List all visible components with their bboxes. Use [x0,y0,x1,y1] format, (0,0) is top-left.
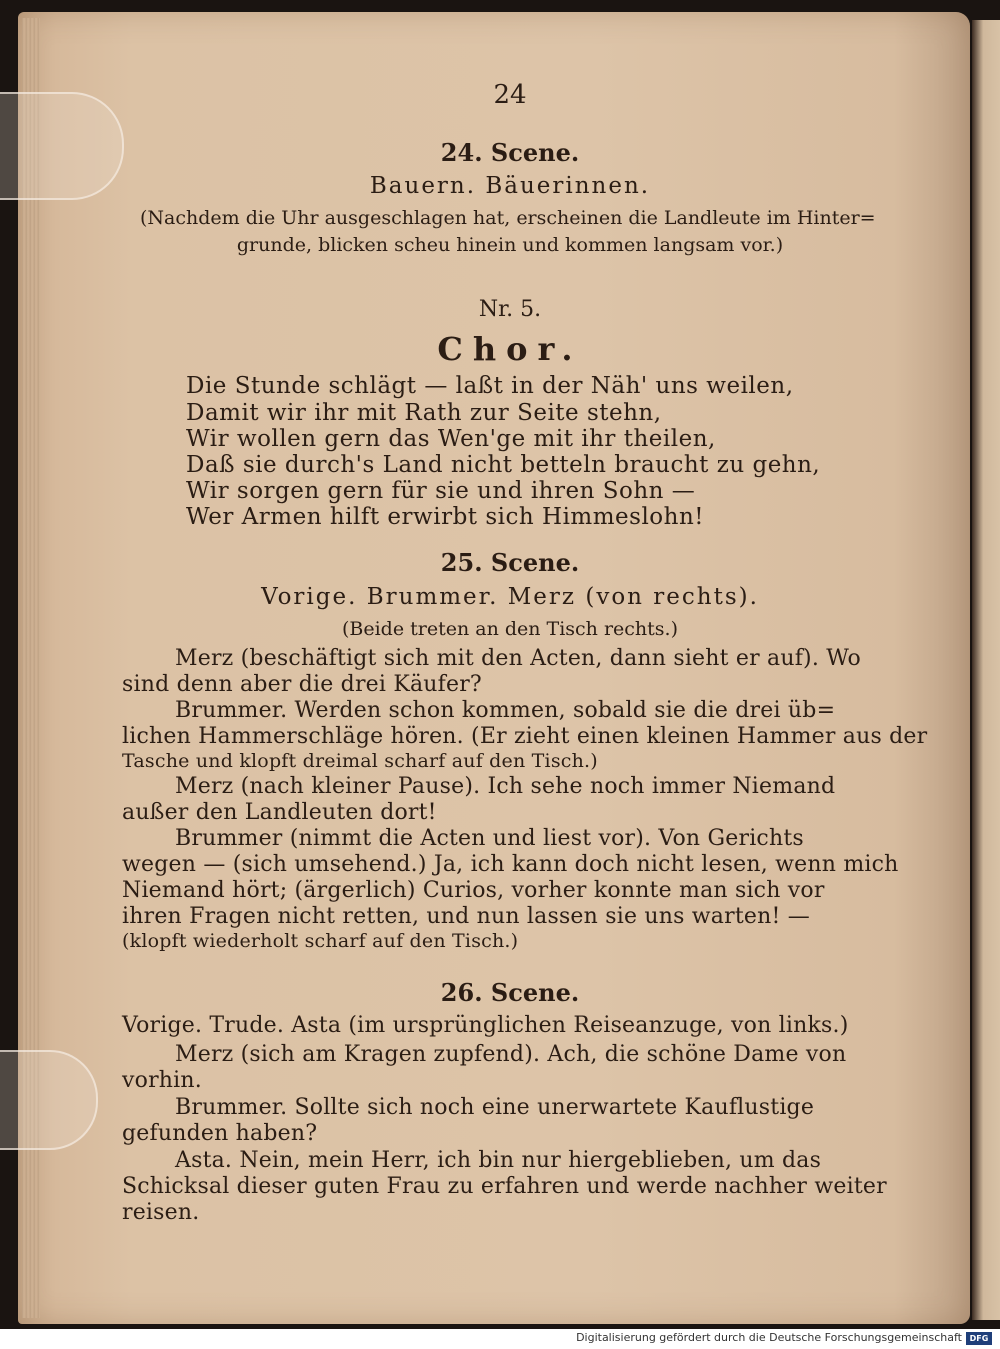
dialogue-line: Merz (nach kleiner Pause). Ich sehe noch immer Niemand [175,774,836,799]
dialogue-line: lichen Hammerschläge hören. (Er zieht einen kleinen Hammer aus der [122,724,928,749]
dfg-logo: DFG [966,1332,992,1345]
dialogue-line: Niemand hört; (ärgerlich) Curios, vorher konnte man sich vor [122,878,825,903]
number-label: Nr. 5. [478,297,542,322]
scene-25-cast: Vorige. Brummer. Merz (von rechts). [261,584,759,610]
chor-line: Wir sorgen gern für sie und ihren Sohn — [186,478,696,504]
footer-bar [0,1329,1000,1349]
dialogue-line: reisen. [122,1200,200,1225]
dialogue-line: Asta. Nein, mein Herr, ich bin nur hiergeblieben, um das [175,1148,822,1173]
next-page-edge [972,20,1000,1320]
dialogue-line: sind denn aber die drei Käufer? [122,672,482,697]
scene-26-cast: Vorige. Trude. Asta (im ursprünglichen Reiseanzuge, von links.) [122,1013,849,1038]
chor-line: Damit wir ihr mit Rath zur Seite stehn, [186,400,662,426]
scene-24-direction-2: grunde, blicken scheu hinein und kommen langsam vor.) [236,234,784,256]
chor-line: Wir wollen gern das Wen'ge mit ihr theilen, [186,426,716,452]
page-number: 24 [493,80,527,110]
dialogue-line: ihren Fragen nicht retten, und nun lassen sie uns warten! — [122,904,810,929]
clip-top [0,92,124,200]
scene-25-direction: (Beide treten an den Tisch rechts.) [341,618,678,640]
chor-line: Daß sie durch's Land nicht betteln braucht zu gehn, [186,452,821,478]
dialogue-line: Merz (beschäftigt sich mit den Acten, dann sieht er auf). Wo [175,646,861,671]
chor-line: Wer Armen hilft erwirbt sich Himmeslohn! [186,504,705,530]
dialogue-line: Brummer. Sollte sich noch eine unerwartete Kauflustige [175,1095,815,1120]
dialogue-line: wegen — (sich umsehend.) Ja, ich kann doch nicht lesen, wenn mich [122,852,899,877]
dialogue-line: Schicksal dieser guten Frau zu erfahren und werde nachher weiter [122,1174,887,1199]
footer-credit: Digitalisierung gefördert durch die Deutsche Forschungsgemeinschaft [576,1331,962,1344]
scene-24-cast: Bauern. Bäuerinnen. [369,173,651,199]
dialogue-line: vorhin. [122,1068,202,1093]
chor-title: Chor. [437,330,583,368]
scene-24-direction-1: (Nachdem die Uhr ausgeschlagen hat, erscheinen die Landleute im Hinter= [140,207,876,229]
dialogue-line: außer den Landleuten dort! [122,800,437,825]
clip-bottom [0,1050,98,1150]
dialogue-line: gefunden haben? [122,1121,318,1146]
dialogue-line: Merz (sich am Kragen zupfend). Ach, die schöne Dame von [175,1042,847,1067]
scene-26-title: 26. Scene. [440,978,580,1007]
chor-line: Die Stunde schlägt — laßt in der Näh' uns weilen, [186,373,794,399]
dialogue-line: Tasche und klopft dreimal scharf auf den Tisch.) [122,750,598,772]
dialogue-line: Brummer (nimmt die Acten und liest vor). Von Gerichts [175,826,804,851]
dialogue-line: Brummer. Werden schon kommen, sobald sie die drei üb= [175,698,836,723]
scene-24-title: 24. Scene. [440,138,580,167]
dialogue-line: (klopft wiederholt scharf auf den Tisch.) [122,930,519,952]
scene-25-title: 25. Scene. [440,548,580,577]
